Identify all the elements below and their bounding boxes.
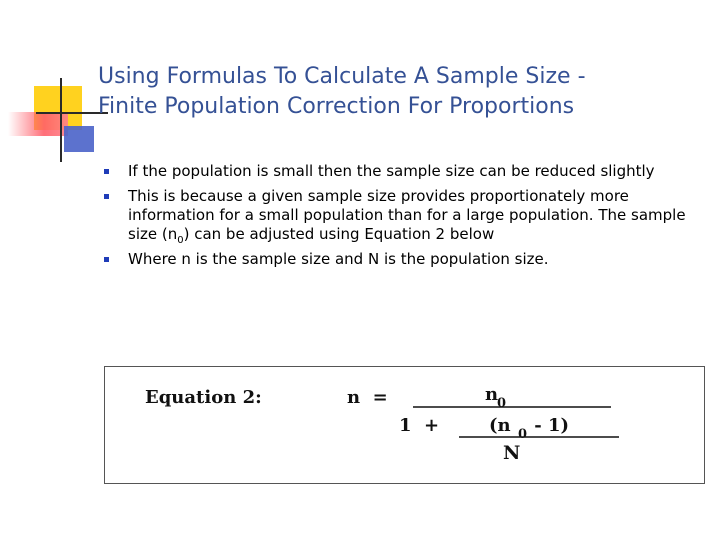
numerator-n: n xyxy=(485,384,499,405)
bullet-item xyxy=(100,162,700,181)
slide-title xyxy=(98,62,698,122)
bullet-text: If the population is small then the sample size can be reduced slightly xyxy=(128,162,655,180)
decorative-blue-square xyxy=(64,126,94,152)
denominator-prefix: 1 + xyxy=(399,415,440,436)
bullet-item xyxy=(100,187,700,244)
inner-numerator-open: (n xyxy=(489,415,511,436)
slide-title-line-1: Using Formulas To Calculate A Sample Size - xyxy=(98,64,586,89)
bullet-subscript: 0 xyxy=(177,235,184,246)
bullet-list xyxy=(100,162,700,275)
inner-numerator-close: - 1) xyxy=(528,415,570,436)
inner-denominator: N xyxy=(503,442,521,464)
bullet-square-icon xyxy=(104,194,109,199)
bullet-square-icon xyxy=(104,169,109,174)
equation-box xyxy=(104,366,705,484)
inner-numerator-subscript: 0 xyxy=(518,427,528,442)
decorative-vertical-line xyxy=(60,78,62,162)
bullet-item xyxy=(100,250,700,269)
decorative-red-bar xyxy=(8,112,68,136)
bullet-text-part: ) can be adjusted using Equation 2 below xyxy=(183,225,495,243)
equation-figure xyxy=(105,367,704,483)
bullet-text: Where n is the sample size and N is the population size. xyxy=(128,250,549,268)
slide-title-line-2: Finite Population Correction For Proportions xyxy=(98,94,575,119)
numerator-subscript: 0 xyxy=(497,396,507,411)
bullet-text-part: This is because a given sample size provides proportionately more information for a small population than for a large population. The sample size (n xyxy=(128,187,686,243)
bullet-square-icon xyxy=(104,257,109,262)
equation-lhs: n = xyxy=(347,387,388,408)
equation-label: Equation 2: xyxy=(145,387,262,408)
